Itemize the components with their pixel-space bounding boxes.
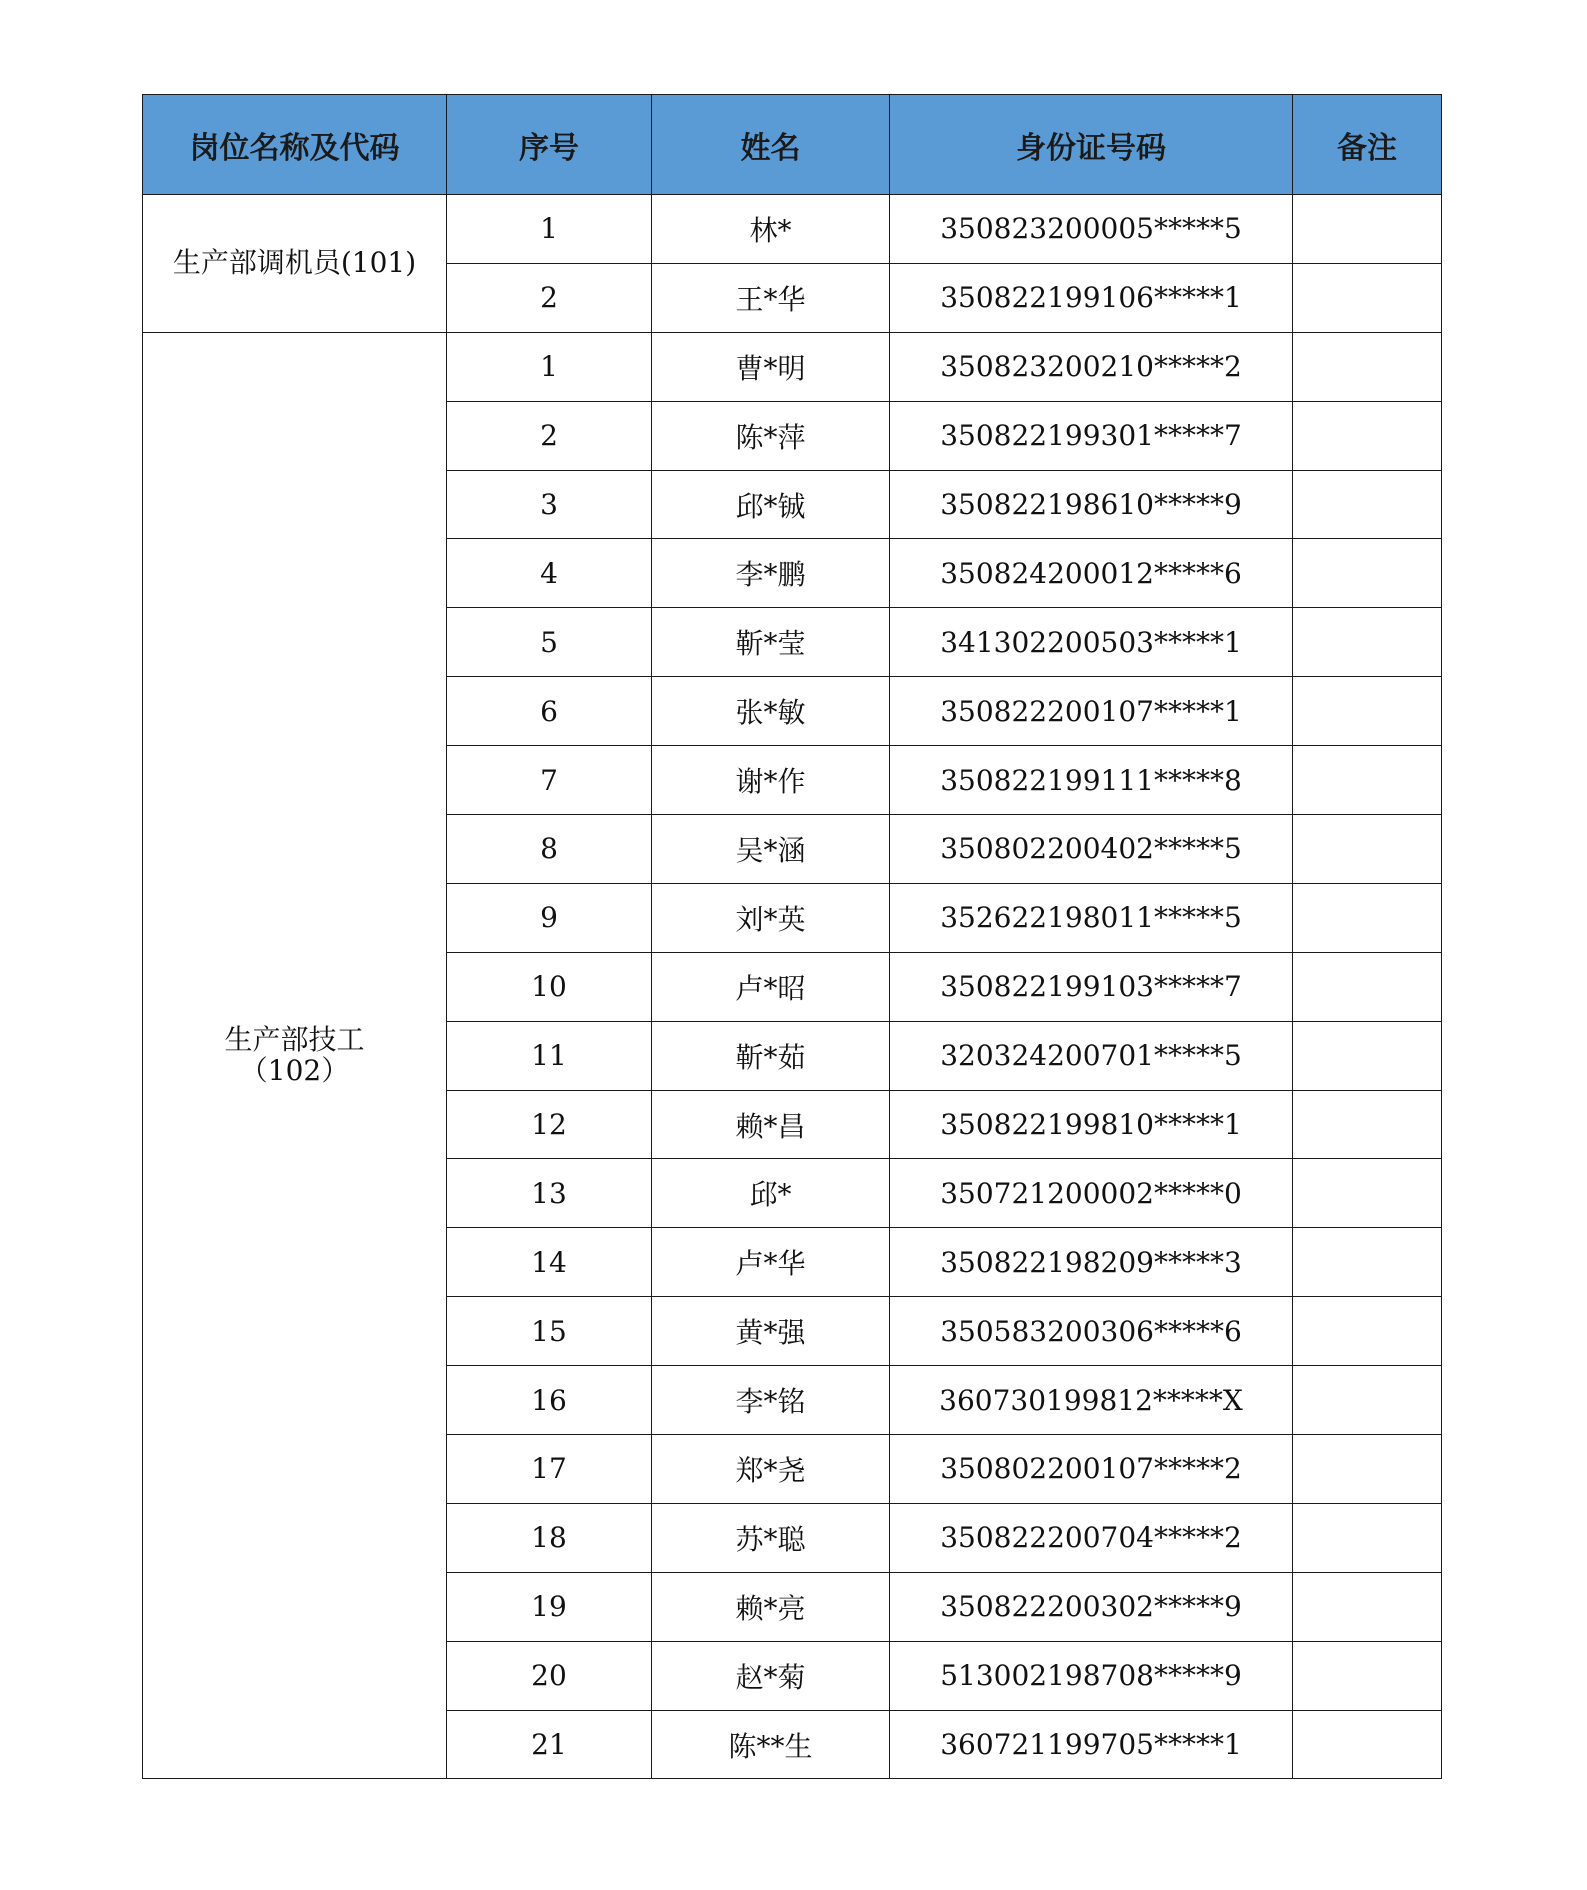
name-cell: 靳*莹 bbox=[652, 608, 890, 677]
remark-cell bbox=[1293, 1090, 1442, 1159]
position-label: （102） bbox=[239, 1053, 350, 1087]
roster-table bbox=[142, 94, 1442, 1779]
remark-cell bbox=[1293, 1572, 1442, 1641]
seq-cell: 7 bbox=[447, 746, 652, 815]
remark-cell bbox=[1293, 815, 1442, 884]
remark-cell bbox=[1293, 1159, 1442, 1228]
name-cell: 张*敏 bbox=[652, 677, 890, 746]
id-number-cell: 350822198209*****3 bbox=[890, 1228, 1293, 1297]
header-position: 岗位名称及代码 bbox=[143, 95, 447, 195]
id-number-cell: 350802200402*****5 bbox=[890, 815, 1293, 884]
position-label: 生产部技工 bbox=[224, 1022, 365, 1056]
id-number-cell: 350822199810*****1 bbox=[890, 1090, 1293, 1159]
name-cell: 王*华 bbox=[652, 263, 890, 332]
name-cell: 陈**生 bbox=[652, 1710, 890, 1779]
name-cell: 邱*铖 bbox=[652, 470, 890, 539]
id-number-cell: 360730199812*****X bbox=[890, 1366, 1293, 1435]
id-number-cell: 350721200002*****0 bbox=[890, 1159, 1293, 1228]
name-cell: 李*鹏 bbox=[652, 539, 890, 608]
seq-cell: 12 bbox=[447, 1090, 652, 1159]
remark-cell bbox=[1293, 263, 1442, 332]
id-number-cell: 350822200107*****1 bbox=[890, 677, 1293, 746]
seq-cell: 18 bbox=[447, 1503, 652, 1572]
seq-cell: 17 bbox=[447, 1435, 652, 1504]
seq-cell: 5 bbox=[447, 608, 652, 677]
id-number-cell: 513002198708*****9 bbox=[890, 1641, 1293, 1710]
name-cell: 卢*华 bbox=[652, 1228, 890, 1297]
remark-cell bbox=[1293, 1021, 1442, 1090]
seq-cell: 15 bbox=[447, 1297, 652, 1366]
remark-cell bbox=[1293, 1435, 1442, 1504]
remark-cell bbox=[1293, 401, 1442, 470]
seq-cell: 21 bbox=[447, 1710, 652, 1779]
remark-cell bbox=[1293, 195, 1442, 264]
id-number-cell: 350822198610*****9 bbox=[890, 470, 1293, 539]
header-row bbox=[143, 95, 1442, 195]
name-cell: 郑*尧 bbox=[652, 1435, 890, 1504]
header-name: 姓名 bbox=[652, 95, 890, 195]
id-number-cell: 350823200210*****2 bbox=[890, 332, 1293, 401]
name-cell: 林* bbox=[652, 195, 890, 264]
seq-cell: 1 bbox=[447, 195, 652, 264]
id-number-cell: 360721199705*****1 bbox=[890, 1710, 1293, 1779]
name-cell: 赖*亮 bbox=[652, 1572, 890, 1641]
seq-cell: 2 bbox=[447, 401, 652, 470]
name-cell: 苏*聪 bbox=[652, 1503, 890, 1572]
remark-cell bbox=[1293, 883, 1442, 952]
id-number-cell: 350822199111*****8 bbox=[890, 746, 1293, 815]
remark-cell bbox=[1293, 1228, 1442, 1297]
seq-cell: 2 bbox=[447, 263, 652, 332]
remark-cell bbox=[1293, 1297, 1442, 1366]
remark-cell bbox=[1293, 677, 1442, 746]
id-number-cell: 350822200302*****9 bbox=[890, 1572, 1293, 1641]
id-number-cell: 350822199103*****7 bbox=[890, 952, 1293, 1021]
roster-body bbox=[143, 195, 1442, 1779]
seq-cell: 16 bbox=[447, 1366, 652, 1435]
seq-cell: 19 bbox=[447, 1572, 652, 1641]
name-cell: 谢*作 bbox=[652, 746, 890, 815]
seq-cell: 11 bbox=[447, 1021, 652, 1090]
id-number-cell: 350822200704*****2 bbox=[890, 1503, 1293, 1572]
id-number-cell: 350802200107*****2 bbox=[890, 1435, 1293, 1504]
id-number-cell: 350823200005*****5 bbox=[890, 195, 1293, 264]
id-number-cell: 341302200503*****1 bbox=[890, 608, 1293, 677]
header-id-number: 身份证号码 bbox=[890, 95, 1293, 195]
name-cell: 李*铭 bbox=[652, 1366, 890, 1435]
remark-cell bbox=[1293, 539, 1442, 608]
remark-cell bbox=[1293, 1710, 1442, 1779]
name-cell: 靳*茹 bbox=[652, 1021, 890, 1090]
name-cell: 卢*昭 bbox=[652, 952, 890, 1021]
name-cell: 黄*强 bbox=[652, 1297, 890, 1366]
seq-cell: 14 bbox=[447, 1228, 652, 1297]
seq-cell: 8 bbox=[447, 815, 652, 884]
remark-cell bbox=[1293, 1641, 1442, 1710]
seq-cell: 1 bbox=[447, 332, 652, 401]
seq-cell: 10 bbox=[447, 952, 652, 1021]
name-cell: 邱* bbox=[652, 1159, 890, 1228]
id-number-cell: 350822199301*****7 bbox=[890, 401, 1293, 470]
id-number-cell: 350822199106*****1 bbox=[890, 263, 1293, 332]
id-number-cell: 350824200012*****6 bbox=[890, 539, 1293, 608]
table-row bbox=[143, 195, 1442, 264]
name-cell: 陈*萍 bbox=[652, 401, 890, 470]
remark-cell bbox=[1293, 332, 1442, 401]
id-number-cell: 350583200306*****6 bbox=[890, 1297, 1293, 1366]
seq-cell: 4 bbox=[447, 539, 652, 608]
seq-cell: 13 bbox=[447, 1159, 652, 1228]
position-label: 生产部调机员(101) bbox=[172, 245, 417, 279]
table-row bbox=[143, 332, 1442, 401]
remark-cell bbox=[1293, 608, 1442, 677]
remark-cell bbox=[1293, 470, 1442, 539]
name-cell: 赖*昌 bbox=[652, 1090, 890, 1159]
remark-cell bbox=[1293, 1366, 1442, 1435]
name-cell: 赵*菊 bbox=[652, 1641, 890, 1710]
remark-cell bbox=[1293, 746, 1442, 815]
remark-cell bbox=[1293, 952, 1442, 1021]
id-number-cell: 320324200701*****5 bbox=[890, 1021, 1293, 1090]
name-cell: 吴*涵 bbox=[652, 815, 890, 884]
name-cell: 曹*明 bbox=[652, 332, 890, 401]
name-cell: 刘*英 bbox=[652, 883, 890, 952]
seq-cell: 6 bbox=[447, 677, 652, 746]
header-remark: 备注 bbox=[1293, 95, 1442, 195]
remark-cell bbox=[1293, 1503, 1442, 1572]
position-cell bbox=[143, 332, 447, 1779]
seq-cell: 3 bbox=[447, 470, 652, 539]
header-seq: 序号 bbox=[447, 95, 652, 195]
seq-cell: 9 bbox=[447, 883, 652, 952]
position-cell bbox=[143, 195, 447, 333]
id-number-cell: 352622198011*****5 bbox=[890, 883, 1293, 952]
seq-cell: 20 bbox=[447, 1641, 652, 1710]
